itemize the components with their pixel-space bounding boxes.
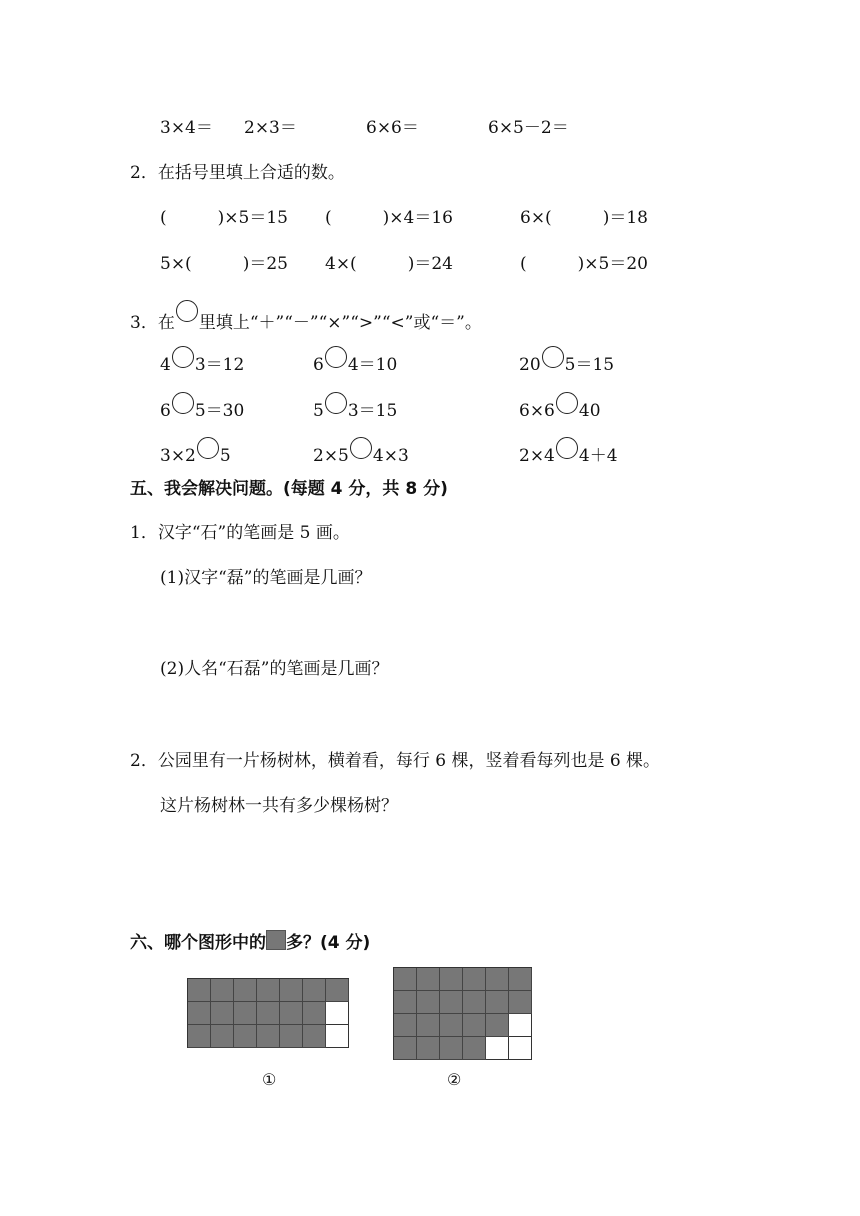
grid-cell-filled	[486, 1014, 509, 1037]
grid-cell-filled	[394, 991, 417, 1014]
grid-cell-filled	[417, 1037, 440, 1060]
grid-cell-filled	[188, 979, 211, 1002]
grid-cell-filled	[463, 1014, 486, 1037]
grid-cell-empty	[326, 1002, 349, 1025]
gray-square-icon	[266, 930, 286, 950]
q3-left: 4	[160, 355, 171, 375]
q3-item	[160, 346, 244, 376]
calc-3: 6×6＝	[366, 118, 419, 138]
q3-right: 5＝30	[194, 401, 245, 421]
calc-1: 3×4＝	[160, 118, 213, 138]
section5-title: 五、我会解决问题。(每题 4 分，共 8 分)	[130, 479, 448, 499]
calc-2: 2×3＝	[244, 118, 297, 138]
circle-blank-icon[interactable]	[197, 437, 219, 459]
q3-left: 5	[313, 401, 324, 421]
q3-number: 3．	[130, 313, 158, 333]
grid-cell-filled	[440, 1037, 463, 1060]
grid-cell-filled	[394, 968, 417, 991]
grid-cell-filled	[188, 1002, 211, 1025]
grid-cell-filled	[257, 979, 280, 1002]
q3-item	[519, 392, 601, 422]
figure-1-grid	[187, 978, 349, 1048]
q2-number: 2．	[130, 163, 158, 183]
problem-1b: (2)人名“石磊”的笔画是几画？	[160, 659, 389, 679]
grid-cell-filled	[257, 1002, 280, 1025]
q2-text: 在括号里填上合适的数。	[157, 163, 345, 183]
grid-cell-filled	[303, 1025, 326, 1048]
q3-item	[519, 346, 614, 376]
section6-title-pre: 六、哪个图形中的	[130, 933, 266, 953]
grid-cell-empty	[486, 1037, 509, 1060]
q3-right: 5	[219, 446, 231, 466]
grid-cell-filled	[234, 979, 257, 1002]
q3-pre: 在	[157, 313, 175, 333]
circle-blank-icon[interactable]	[172, 392, 194, 414]
grid-cell-empty	[509, 1037, 532, 1060]
q2-heading	[130, 162, 345, 184]
grid-cell-filled	[280, 1025, 303, 1048]
q3-right: 4×3	[372, 446, 409, 466]
grid-cell-filled	[440, 968, 463, 991]
q3-left: 2×4	[519, 446, 555, 466]
q3-item	[160, 392, 244, 422]
problem-1: 1．汉字“石”的笔画是 5 画。	[130, 523, 350, 543]
q3-post: 里填上“＋”“－”“×”“>”“<”或“＝”。	[198, 313, 482, 333]
q3-item	[313, 346, 397, 376]
circle-blank-icon[interactable]	[556, 392, 578, 414]
problem-2: 2．公园里有一片杨树林，横着看，每行 6 棵，竖着看每列也是 6 棵。	[130, 751, 661, 771]
q3-left: 6	[313, 355, 324, 375]
calc-4: 6×5－2＝	[488, 118, 569, 138]
q3-left: 6	[160, 401, 171, 421]
grid-cell-empty	[326, 1025, 349, 1048]
q2-r2-b: 4×( )＝24	[325, 254, 453, 274]
circle-blank-icon[interactable]	[350, 437, 372, 459]
q3-left: 2×5	[313, 446, 349, 466]
circle-blank-icon[interactable]	[325, 392, 347, 414]
q2-r1-b: ( )×4＝16	[325, 208, 453, 228]
grid-cell-filled	[326, 979, 349, 1002]
figure-2-grid	[393, 967, 532, 1060]
section6-title	[130, 930, 370, 954]
circle-blank-icon[interactable]	[172, 346, 194, 368]
grid-cell-filled	[211, 1002, 234, 1025]
figure-2-label: ②	[447, 1070, 462, 1089]
grid-cell-filled	[303, 979, 326, 1002]
grid-cell-filled	[280, 979, 303, 1002]
grid-cell-filled	[440, 991, 463, 1014]
grid-cell-filled	[417, 991, 440, 1014]
grid-cell-filled	[417, 968, 440, 991]
section6-title-post: 多？(4 分)	[286, 933, 371, 953]
grid-cell-filled	[486, 991, 509, 1014]
q3-right: 5＝15	[564, 355, 615, 375]
q3-right: 3＝12	[194, 355, 245, 375]
grid-cell-filled	[440, 1014, 463, 1037]
q3-item	[313, 437, 409, 467]
circle-blank-icon[interactable]	[542, 346, 564, 368]
q3-left: 6×6	[519, 401, 555, 421]
q3-right: 40	[578, 401, 601, 421]
grid-cell-filled	[394, 1014, 417, 1037]
q3-left: 3×2	[160, 446, 196, 466]
q2-r1-c: 6×( )＝18	[520, 208, 648, 228]
grid-cell-filled	[280, 1002, 303, 1025]
circle-blank-icon[interactable]	[325, 346, 347, 368]
q3-heading	[130, 300, 482, 334]
q3-left: 20	[519, 355, 541, 375]
problem-1a: (1)汉字“磊”的笔画是几画？	[160, 568, 372, 588]
q2-r2-a: 5×( )＝25	[160, 254, 288, 274]
problem-2b: 这片杨树林一共有多少棵杨树？	[160, 796, 398, 816]
q2-r2-c: ( )×5＝20	[520, 254, 648, 274]
grid-cell-filled	[234, 1025, 257, 1048]
grid-cell-filled	[509, 968, 532, 991]
q3-item	[160, 437, 231, 467]
q3-right: 4＋4	[578, 446, 618, 466]
q3-right: 4＝10	[347, 355, 398, 375]
q3-right: 3＝15	[347, 401, 398, 421]
circle-blank-icon	[176, 300, 198, 322]
grid-cell-filled	[211, 979, 234, 1002]
grid-cell-filled	[463, 1037, 486, 1060]
grid-cell-filled	[486, 968, 509, 991]
grid-cell-empty	[509, 1014, 532, 1037]
grid-cell-filled	[509, 991, 532, 1014]
grid-cell-filled	[463, 991, 486, 1014]
grid-cell-filled	[417, 1014, 440, 1037]
q3-item	[313, 392, 397, 422]
grid-cell-filled	[211, 1025, 234, 1048]
grid-cell-filled	[463, 968, 486, 991]
grid-cell-filled	[394, 1037, 417, 1060]
figure-1-label: ①	[262, 1070, 277, 1089]
q2-r1-a: ( )×5＝15	[160, 208, 288, 228]
grid-cell-filled	[188, 1025, 211, 1048]
circle-blank-icon[interactable]	[556, 437, 578, 459]
grid-cell-filled	[257, 1025, 280, 1048]
q3-item	[519, 437, 618, 467]
grid-cell-filled	[303, 1002, 326, 1025]
grid-cell-filled	[234, 1002, 257, 1025]
